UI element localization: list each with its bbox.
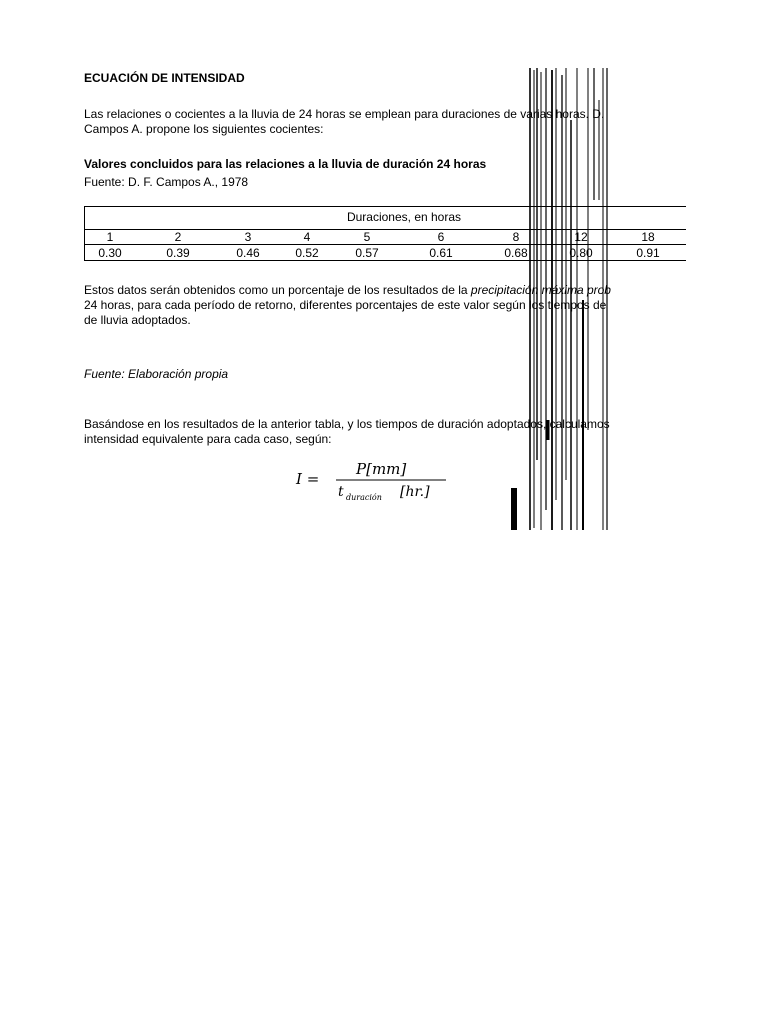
figure-source: Fuente: Elaboración propia (84, 367, 229, 381)
paragraph-2-line-2: 24 horas, para cada período de retorno, diferentes porcentajes de este valor según los tiempos de (84, 298, 607, 312)
table-ratio-cell: 0.91 (636, 246, 660, 260)
table-duration-cell: 6 (437, 230, 445, 244)
table-top-rule (84, 206, 686, 207)
table-duration-cell: 2 (174, 230, 182, 244)
paragraph-2-line-3: de lluvia adoptados. (84, 313, 191, 327)
table-ratio-cell: 0.30 (98, 246, 122, 260)
paragraph-2-line-1-italic: precipitación máxima prob (470, 283, 611, 297)
table-bottom-rule (84, 260, 686, 261)
formula-denominator-unit: [hr.] (400, 484, 430, 500)
table-ratio-cell: 0.68 (504, 246, 528, 260)
table-ratio-cell: 0.57 (355, 246, 379, 260)
paragraph-2-line-1-start: Estos datos serán obtenidos como un porcentaje de los resultados de la (84, 283, 471, 297)
formula-denominator-t: t (338, 484, 344, 500)
table-ratio-cell: 0.80 (569, 246, 593, 260)
table-ratio-cell: 0.46 (236, 246, 260, 260)
table-title: Valores concluidos para las relaciones a la lluvia de duración 24 horas (84, 157, 487, 171)
intro-line-2: Campos A. propone los siguientes cocientes: (84, 122, 324, 136)
table-duration-cell: 5 (363, 230, 371, 244)
table-mid-rule (84, 244, 686, 245)
formula-svg (290, 452, 460, 506)
table-duration-cell: 4 (303, 230, 311, 244)
paragraph-3 (84, 417, 686, 447)
formula-lhs: I = (296, 470, 320, 488)
paragraph-3-line-2: intensidad equivalente para cada caso, según: (84, 432, 332, 446)
table-duration-cell: 1 (106, 230, 114, 244)
intro-paragraph (84, 107, 686, 137)
paragraph-3-line-1: Basándose en los resultados de la anterior tabla, y los tiempos de duración adoptados, calculamos (84, 417, 610, 431)
table-source: Fuente: D. F. Campos A., 1978 (84, 175, 249, 189)
table-duration-cell: 12 (574, 230, 588, 244)
table-ratio-cell: 0.52 (295, 246, 319, 260)
table-header: Duraciones, en horas (346, 210, 462, 224)
intensity-formula (290, 452, 460, 506)
table-ratio-cell: 0.39 (166, 246, 190, 260)
paragraph-2-line-1 (84, 283, 686, 298)
section-heading: ECUACIÓN DE INTENSIDAD (84, 71, 245, 85)
formula-numerator: P[mm] (356, 460, 407, 478)
table-ratio-cell: 0.61 (429, 246, 453, 260)
table-duration-cell: 18 (641, 230, 655, 244)
table-duration-cell: 8 (512, 230, 520, 244)
formula-denominator-sub: duración (346, 493, 382, 502)
paragraph-2 (84, 283, 686, 328)
intro-line-1: Las relaciones o cocientes a la lluvia de 24 horas se emplean para duraciones de varias horas. D. (84, 107, 605, 121)
table-duration-cell: 3 (244, 230, 252, 244)
ratio-table (84, 206, 686, 261)
